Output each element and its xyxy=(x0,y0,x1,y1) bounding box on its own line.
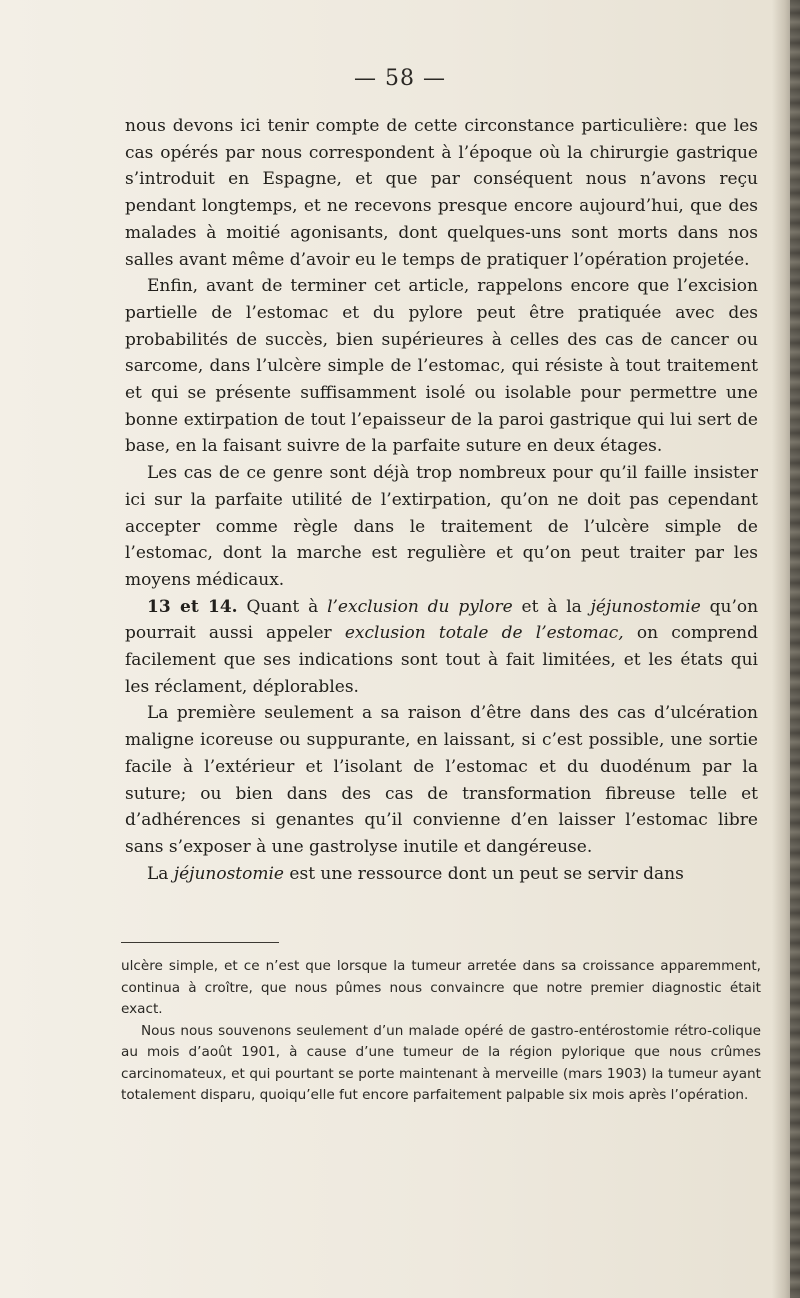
paragraph-last xyxy=(125,861,758,888)
page-number: — 58 — xyxy=(354,66,446,91)
paragraph-continuation: nous devons ici tenir compte de cette circonstance particulière: que les cas opérés par nous correspondent à l’époque où la chirurgie gastrique s’introduit en Espagne, et que par conséquent nous n’avons reçu pendant longtemps, et ne recevons presque encore aujourd’hui, que des malades à moitié agonisants, dont quelques-uns sont morts dans nos salles avant même d’avoir eu le temps de pratiquer l’opération projetée. xyxy=(125,116,758,270)
paragraph-section-13-14 xyxy=(125,594,758,701)
footnote-divider xyxy=(121,942,279,943)
page-edge-binding xyxy=(790,0,800,1298)
last-text-2: est une ressource dont un peut se servir dans xyxy=(289,863,684,884)
section-text-4: on comprend facilement que ses indications sont tout à fait limitées, et les états qui les réclament, déplorables. xyxy=(125,623,758,697)
footnotes xyxy=(121,956,761,1107)
term-exclusion-totale: exclusion totale de l’estomac, xyxy=(344,623,624,644)
section-text-2: et à la xyxy=(521,596,582,617)
term-exclusion-pylore: l’exclusion du pylore xyxy=(327,596,513,617)
footnote-continuation: ulcère simple, et ce n’est que lorsque la tumeur arretée dans sa croissance apparemment, continua à croître, que nous pûmes nous convaincre que notre premier diagnostic était exact. xyxy=(121,958,761,1017)
main-text xyxy=(125,113,758,887)
term-jejunostomie: jéjunostomie xyxy=(590,596,701,617)
footnote-case: Nous nous souvenons seulement d’un malade opéré de gastro-entérostomie rétro-colique au mois d’août 1901, à cause d’une tumeur de la région pylorique que nous crûmes carcinomateux, et qui pourtant se porte maintenant à merveille (mars 1903) la tumeur ayant totalement disparu, quoiqu’elle fut encore parfaitement palpable six mois après l’opération. xyxy=(121,1022,761,1103)
term-jejunostomie-last: jéjunostomie xyxy=(173,863,284,884)
section-text-1: Quant à xyxy=(246,596,319,617)
section-text-3: qu’on pourrait aussi appeler xyxy=(125,596,759,644)
last-text-1: La xyxy=(147,863,169,884)
paragraph-excision: Enfin, avant de terminer cet article, rappelons encore que l’excision partielle de l’estomac et du pylore peut être pratiquée avec des probabilités de succès, bien supérieures à celles des cas de cancer ou sarcome, dans l’ulcère simple de l’estomac, qui résiste à tout traitement et qui se présente suffisamment isolé ou isolable pour permettre une bonne extirpation de tout l’epaisseur de la paroi gastrique qui lui sert de base, en la faisant suivre de la parfaite suture en deux étages. xyxy=(125,276,758,457)
section-number: 13 et 14. xyxy=(147,596,238,617)
paragraph-extirpation: Les cas de ce genre sont déjà trop nombreux pour qu’il faille insister ici sur la parfaite utilité de l’extirpation, qu’on ne doit pas cependant accepter comme règle dans le traitement de l’ulcère simple de l’estomac, dont la marche est regulière et qu’on peut traiter par les moyens médicaux. xyxy=(125,463,758,590)
paragraph-premiere: La première seulement a sa raison d’être dans des cas d’ulcération maligne icoreuse ou suppurante, en laissant, si c’est possible, une sortie facile à l’extérieur et l’isolant de l’estomac et du duodénum par la suture; ou bien dans des cas de transformation fibreuse telle et d’adhérences si genantes qu’il convienne d’en laisser l’estomac libre sans s’exposer à une gastrolyse inutile et dangéreuse. xyxy=(125,703,758,857)
